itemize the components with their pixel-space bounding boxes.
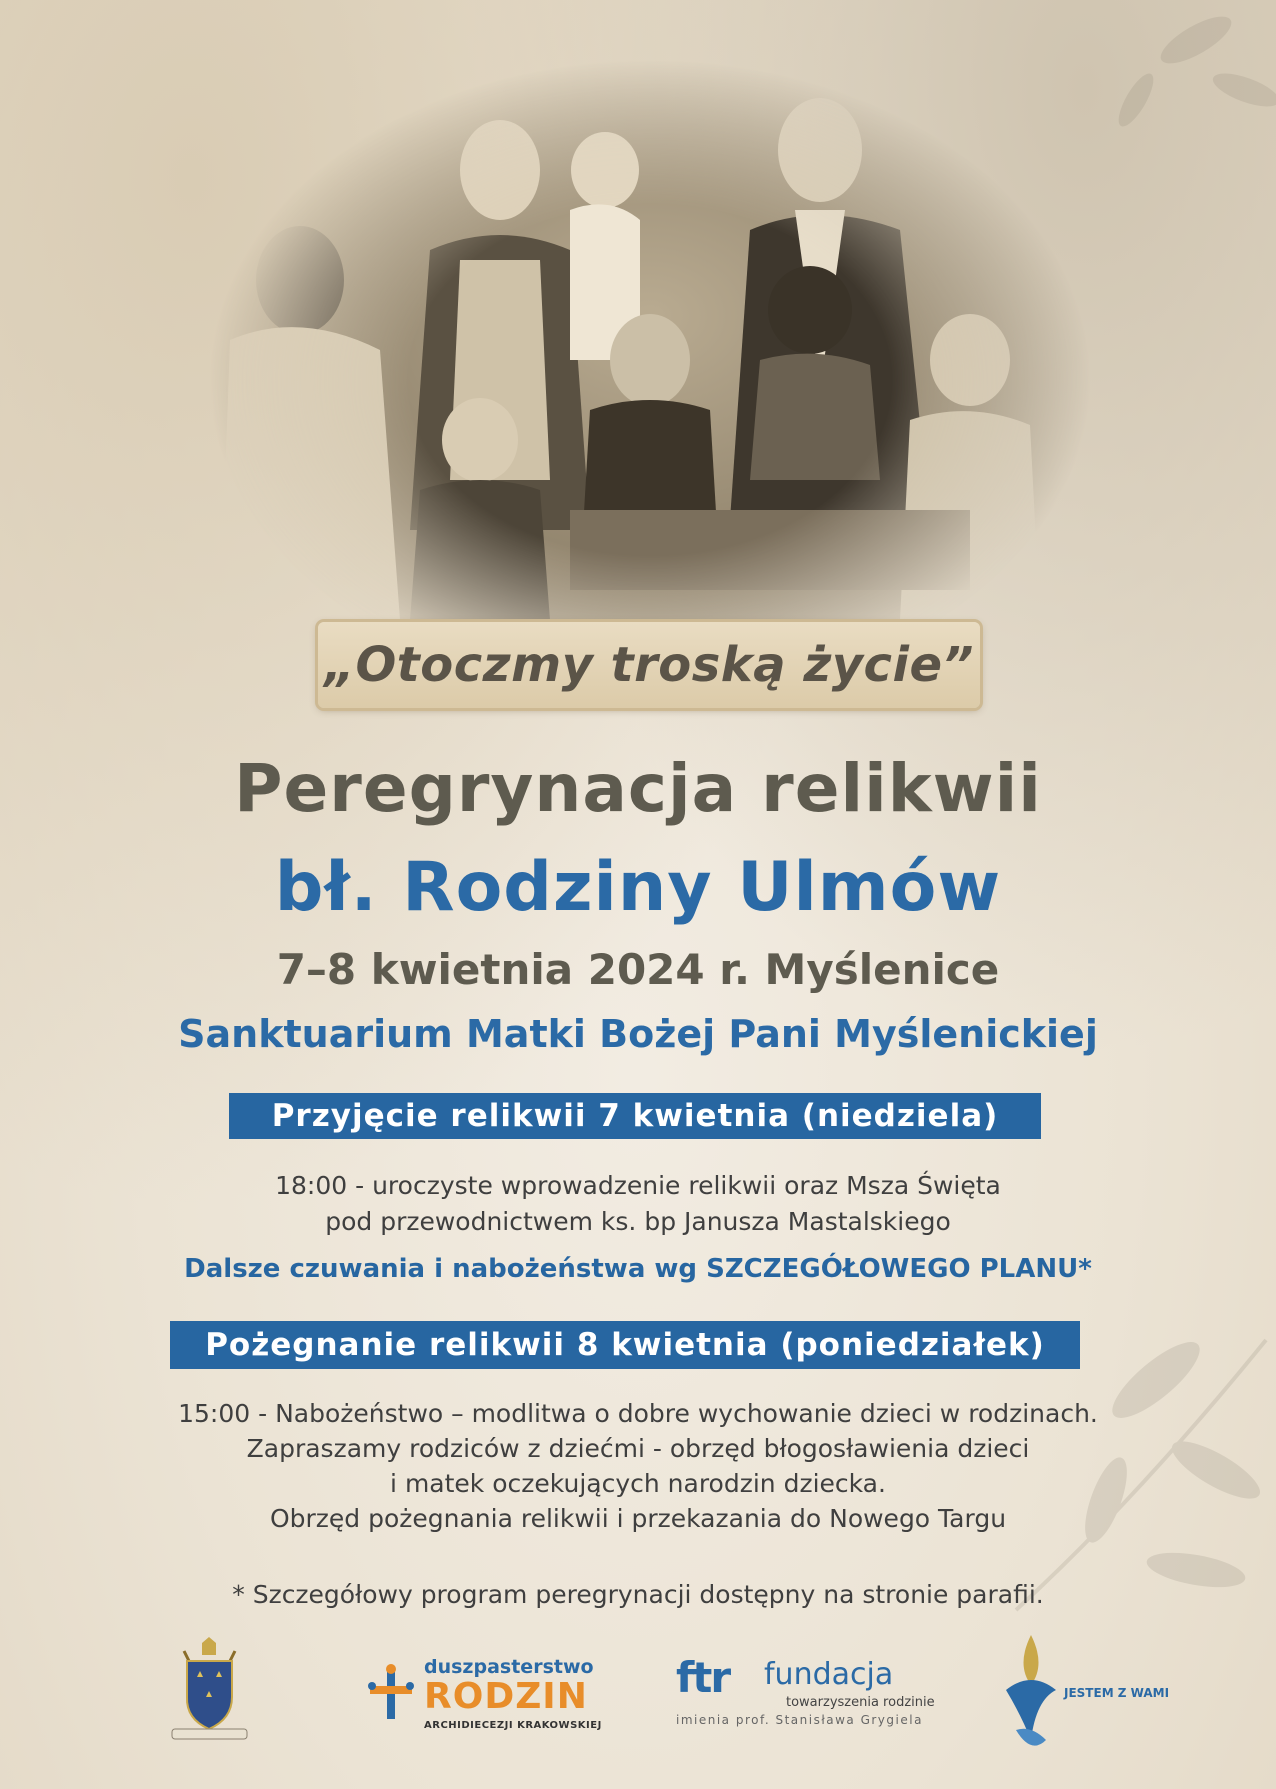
further-vigils-note: Dalsze czuwania i nabożeństwa wg SZCZEGÓŁOWEGO PLANU* xyxy=(184,1254,1092,1284)
motto-banner xyxy=(318,622,980,708)
footnote: * Szczegółowy program peregrynacji dostępny na stronie parafii. xyxy=(232,1580,1044,1609)
ftr-mark: ftr xyxy=(676,1653,730,1702)
fundacja-subtitle: towarzyszenia rodzinie xyxy=(786,1695,935,1710)
jestem-z-wami-text: JESTEM Z WAMI xyxy=(1064,1686,1170,1700)
reception-line: pod przewodnictwem ks. bp Janusza Mastalskiego xyxy=(325,1207,951,1236)
fundacja-logo xyxy=(676,1653,935,1733)
farewell-line: i matek oczekujących narodzin dziecka. xyxy=(390,1469,886,1498)
duszpasterstwo-word: duszpasterstwo xyxy=(424,1656,594,1678)
cross-figures-icon xyxy=(366,1664,416,1724)
heading-peregrynacja: Peregrynacja relikwii xyxy=(234,750,1042,827)
family-photo-illustration xyxy=(210,60,1090,700)
fundacja-patron: imienia prof. Stanisława Grygiela xyxy=(676,1713,923,1727)
reception-line: 18:00 - uroczyste wprowadzenie relikwii oraz Msza Święta xyxy=(275,1171,1001,1200)
coat-of-arms-icon xyxy=(162,1637,257,1747)
farewell-line: Zapraszamy rodziców z dziećmi - obrzęd błogosławienia dzieci xyxy=(246,1434,1030,1463)
heading-rodziny-ulmow: bł. Rodziny Ulmów xyxy=(274,848,1002,927)
section-farewell-bar: Pożegnanie relikwii 8 kwietnia (poniedziałek) xyxy=(170,1321,1080,1369)
heading-sanctuary: Sanktuarium Matki Bożej Pani Myślenickiej xyxy=(178,1012,1098,1056)
leaf-shadow-top-decoration xyxy=(1076,0,1276,150)
farewell-line: 15:00 - Nabożeństwo – modlitwa o dobre wychowanie dzieci w rodzinach. xyxy=(178,1399,1098,1428)
motto-text: „Otoczmy troską życie” xyxy=(324,637,974,693)
rodzin-word: RODZIN xyxy=(424,1676,588,1717)
jestem-z-wami-logo xyxy=(996,1630,1170,1760)
farewell-details xyxy=(0,1396,1276,1536)
archdiocese-coat-of-arms-logo xyxy=(162,1637,257,1747)
heading-date-location: 7–8 kwietnia 2024 r. Myślenice xyxy=(276,945,1000,994)
family-photograph xyxy=(210,60,1090,700)
farewell-line: Obrzęd pożegnania relikwii i przekazania do Nowego Targu xyxy=(269,1504,1007,1533)
flame-dove-icon xyxy=(996,1630,1066,1760)
reception-details xyxy=(0,1168,1276,1240)
archidiecezji-word: ARCHIDIECEZJI KRAKOWSKIEJ xyxy=(424,1720,602,1731)
fundacja-word: fundacja xyxy=(764,1657,894,1692)
section-reception-bar: Przyjęcie relikwii 7 kwietnia (niedziela) xyxy=(229,1093,1041,1139)
logos-row xyxy=(0,1625,1276,1775)
duszpasterstwo-rodzin-logo xyxy=(366,1650,602,1731)
